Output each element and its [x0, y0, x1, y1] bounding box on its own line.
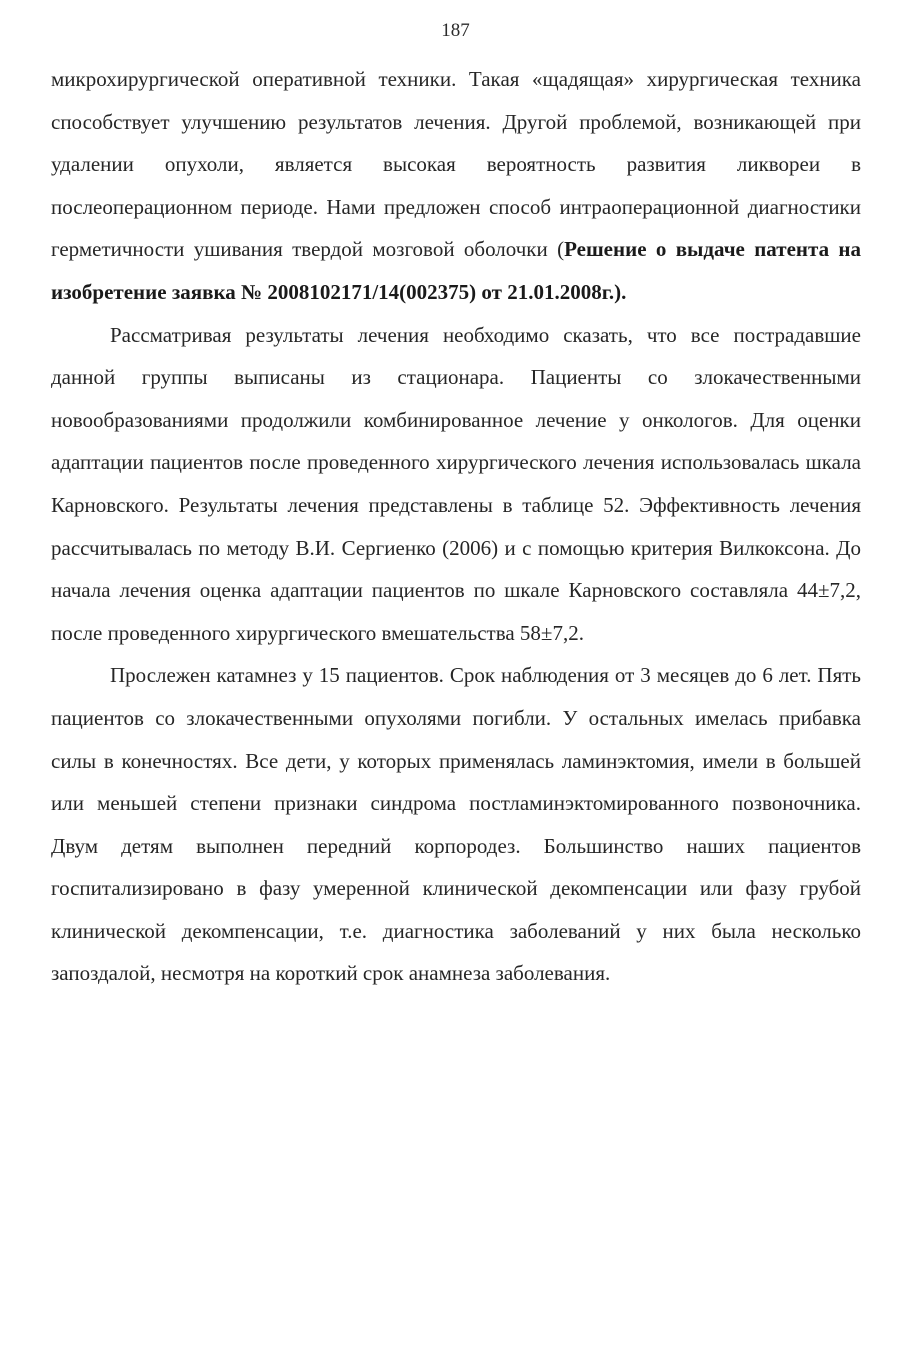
paragraph-1: [51, 58, 861, 314]
document-body: [51, 58, 861, 995]
paragraph-3: Прослежен катамнез у 15 пациентов. Срок наблюдения от 3 месяцев до 6 лет. Пять пациентов со злокачественными опухолями погибли. У остальных имелась прибавка силы в конечностях. Все дети, у которых применялась ламинэктомия, имели в большей или меньшей степени признаки синдрома постламинэктомированного позвоночника. Двум детям выполнен передний корпородез. Большинство наших пациентов госпитализировано в фазу умеренной клинической декомпенсации или фазу грубой клинической декомпенсации, т.е. диагностика заболеваний у них была несколько запоздалой, несмотря на короткий срок анамнеза заболевания.: [51, 663, 861, 986]
paragraph-2: Рассматривая результаты лечения необходимо сказать, что все пострадавшие данной группы выписаны из стационара. Пациенты со злокачественными новообразованиями продолжили комбинированное лечение у онкологов. Для оценки адаптации пациентов после проведенного хирургического лечения использовалась шкала Карновского. Результаты лечения представлены в таблице 52. Эффективность лечения рассчитывалась по методу В.И. Сергиенко (2006) и с помощью критерия Вилкоксона. До начала лечения оценка адаптации пациентов по шкале Карновского составляла 44±7,2, после проведенного хирургического вмешательства 58±7,2.: [51, 322, 861, 645]
paragraph-1-text: микрохирургической оперативной техники. Такая «щадящая» хирургическая техника способствует улучшению результатов лечения. Другой проблемой, возникающей при удалении опухоли, является высокая вероятность развития ликвореи в послеоперационном периоде. Нами предложен способ интраоперационной диагностики герметичности ушивания твердой мозговой оболочки (: [51, 67, 861, 262]
patent-reference: Решение о выдаче патента на изобретение заявка № 2008102171/14(002375) от 21.01.2008г.).: [51, 237, 862, 304]
page-number: 187: [441, 20, 470, 41]
